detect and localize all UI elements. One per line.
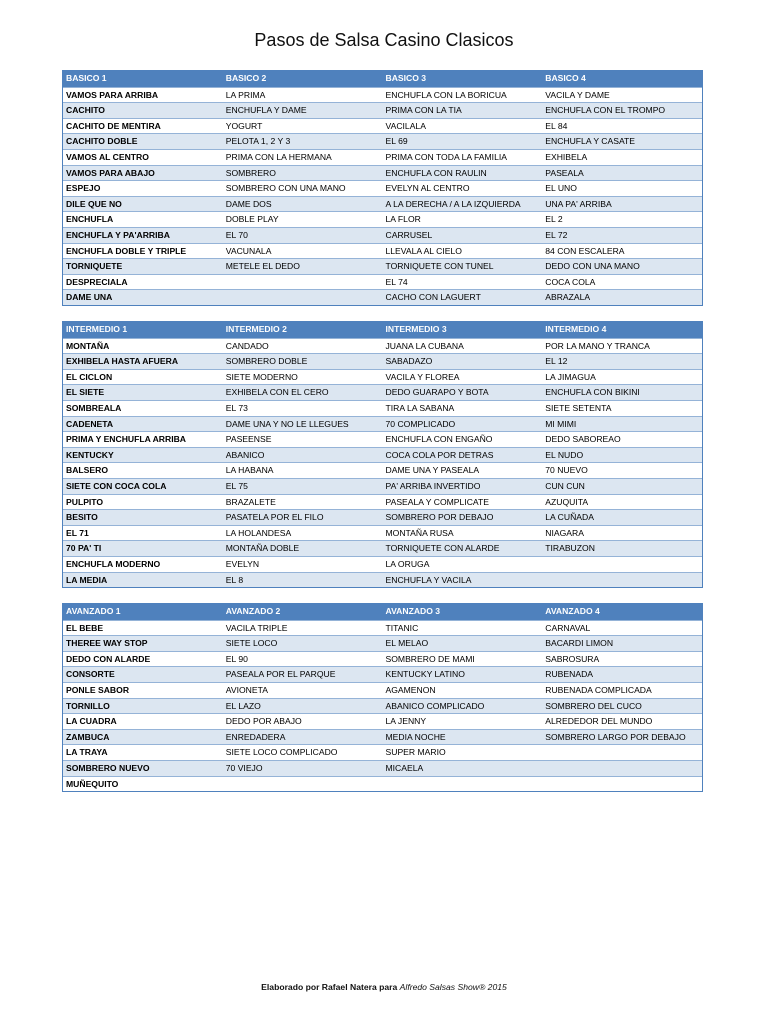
- column-header: BASICO 3: [385, 73, 427, 83]
- table-cell: RUBENADA: [545, 669, 594, 680]
- table-row: [63, 227, 702, 243]
- table-cell: TORNILLO: [66, 700, 110, 711]
- table-row: [63, 369, 702, 385]
- table-cell: DAME UNA: [66, 292, 113, 303]
- table-cell: PRIMA Y ENCHUFLA ARRIBA: [66, 434, 186, 445]
- table-cell: [223, 777, 383, 792]
- table-row: [63, 698, 702, 714]
- table-cell: [542, 745, 702, 760]
- table-cell: EL 72: [545, 229, 568, 240]
- table-cell: EL BEBE: [66, 622, 104, 633]
- table-cell: ENCHUFLA CON LA BORICUA: [385, 89, 507, 100]
- table-cell: SABADAZO: [385, 356, 433, 367]
- table-row: [63, 651, 702, 667]
- table-cell: SUPER MARIO: [385, 747, 446, 758]
- table-cell: CARNAVAL: [545, 622, 591, 633]
- table-cell: ENCHUFLA Y DAME: [225, 105, 307, 116]
- table-cell: TORNIQUETE: [66, 261, 123, 272]
- table-cell: EL 84: [545, 120, 568, 131]
- table-body: [63, 338, 702, 588]
- table-cell: DEDO POR ABAJO: [225, 716, 302, 727]
- avanzado-table: [62, 603, 703, 792]
- table-cell: [223, 290, 383, 305]
- table-cell: MEDIA NOCHE: [385, 731, 446, 742]
- table-row: [63, 729, 702, 745]
- table-cell: MONTAÑA DOBLE: [225, 543, 300, 554]
- table-cell: EXHIBELA CON EL CERO: [225, 387, 329, 398]
- table-row: [63, 87, 702, 103]
- intermedio-table: [62, 321, 703, 588]
- table-cell: SIETE SETENTA: [545, 402, 612, 413]
- table-row: [63, 243, 702, 259]
- table-cell: KENTUCKY: [66, 449, 114, 460]
- table-cell: VACILA Y DAME: [545, 89, 610, 100]
- table-cell: POR LA MANO Y TRANCA: [545, 340, 650, 351]
- table-cell: 70 NUEVO: [545, 465, 588, 476]
- table-cell: DAME UNA Y NO LE LLEGUES: [225, 418, 349, 429]
- table-cell: MONTAÑA RUSA: [385, 527, 454, 538]
- table-cell: ESPEJO: [66, 183, 101, 194]
- table-cell: MICAELA: [385, 762, 424, 773]
- table-cell: VAMOS PARA ARRIBA: [66, 89, 159, 100]
- table-row: [63, 102, 702, 118]
- table-row: [63, 713, 702, 729]
- column-header: AVANZADO 1: [66, 606, 121, 616]
- table-cell: PASATELA POR EL FILO: [225, 512, 324, 523]
- table-cell: BACARDI LIMON: [545, 638, 614, 649]
- table-cell: BESITO: [66, 512, 98, 523]
- table-cell: ALREDEDOR DEL MUNDO: [545, 716, 653, 727]
- table-cell: VAMOS AL CENTRO: [66, 151, 149, 162]
- table-cell: MUÑEQUITO: [66, 778, 119, 789]
- table-row: [63, 462, 702, 478]
- column-header: BASICO 4: [545, 73, 586, 83]
- table-cell: ENCHUFLA: [66, 214, 114, 225]
- table-cell: 70 VIEJO: [225, 762, 263, 773]
- table-cell: CANDADO: [225, 340, 269, 351]
- table-cell: THEREE WAY STOP: [66, 638, 148, 649]
- table-cell: EL LAZO: [225, 700, 261, 711]
- table-row: [63, 400, 702, 416]
- table-cell: EL MELAO: [385, 638, 429, 649]
- table-cell: LA TRAYA: [66, 747, 108, 758]
- column-header: AVANZADO 3: [385, 606, 441, 616]
- table-cell: EL 90: [225, 653, 248, 664]
- table-row: [63, 666, 702, 682]
- table-row: [63, 620, 702, 636]
- table-row: [63, 196, 702, 212]
- table-cell: LA CUADRA: [66, 716, 117, 727]
- table-row: [63, 478, 702, 494]
- table-row: [63, 165, 702, 181]
- table-cell: ENCHUFLA Y CASATE: [545, 136, 636, 147]
- table-cell: LA ORUGA: [385, 558, 430, 569]
- table-cell: KENTUCKY LATINO: [385, 669, 465, 680]
- table-cell: SOMBRERO CON UNA MANO: [225, 183, 346, 194]
- table-cell: SOMBRERO: [225, 167, 276, 178]
- table-cell: ABANICO COMPLICADO: [385, 700, 485, 711]
- table-row: [63, 180, 702, 196]
- table-cell: [542, 777, 702, 792]
- table-cell: CACHITO: [66, 105, 105, 116]
- table-cell: METELE EL DEDO: [225, 261, 300, 272]
- table-header-row: [63, 322, 702, 338]
- table-cell: MI MIMI: [545, 418, 577, 429]
- table-cell: BALSERO: [66, 465, 109, 476]
- table-cell: 70 PA' TI: [66, 543, 102, 554]
- table-row: [63, 118, 702, 134]
- table-cell: SIETE LOCO COMPLICADO: [225, 747, 338, 758]
- table-cell: PA' ARRIBA INVERTIDO: [385, 480, 481, 491]
- table-cell: SOMBRERO NUEVO: [66, 762, 150, 773]
- table-row: [63, 635, 702, 651]
- column-header: INTERMEDIO 2: [225, 324, 287, 334]
- table-cell: DILE QUE NO: [66, 198, 122, 209]
- table-cell: LA CUÑADA: [545, 512, 594, 523]
- table-cell: [542, 761, 702, 776]
- table-cell: CARRUSEL: [385, 229, 433, 240]
- table-cell: ENREDADERA: [225, 731, 286, 742]
- table-cell: PRIMA CON LA HERMANA: [225, 151, 332, 162]
- table-row: [63, 149, 702, 165]
- table-cell: A LA DERECHA / A LA IZQUIERDA: [385, 198, 521, 209]
- table-row: [63, 338, 702, 354]
- table-cell: UNA PA' ARRIBA: [545, 198, 612, 209]
- table-cell: COCA COLA POR DETRAS: [385, 449, 494, 460]
- table-cell: CACHITO DOBLE: [66, 136, 138, 147]
- table-cell: SIETE CON COCA COLA: [66, 480, 167, 491]
- table-cell: LA JENNY: [385, 716, 427, 727]
- table-row: [63, 447, 702, 463]
- table-row: [63, 540, 702, 556]
- table-cell: BRAZALETE: [225, 496, 276, 507]
- table-cell: EL 74: [385, 276, 408, 287]
- footer: [0, 982, 768, 992]
- table-cell: ENCHUFLA CON BIKINI: [545, 387, 640, 398]
- table-cell: EVELYN: [225, 558, 260, 569]
- table-cell: ENCHUFLA Y PA'ARRIBA: [66, 229, 170, 240]
- table-cell: ABRAZALA: [545, 292, 591, 303]
- table-cell: SABROSURA: [545, 653, 600, 664]
- table-row: [63, 211, 702, 227]
- table-cell: EVELYN AL CENTRO: [385, 183, 470, 194]
- table-cell: EL 73: [225, 402, 248, 413]
- table-cell: LA JIMAGUA: [545, 371, 596, 382]
- page-title: Pasos de Salsa Casino Clasicos: [254, 30, 514, 50]
- table-cell: ENCHUFLA CON RAULIN: [385, 167, 487, 178]
- table-cell: PONLE SABOR: [66, 684, 130, 695]
- table-cell: SOMBRERO DOBLE: [225, 356, 308, 367]
- table-cell: PASEALA: [545, 167, 584, 178]
- column-header: INTERMEDIO 1: [66, 324, 128, 334]
- table-cell: MONTAÑA: [66, 340, 110, 351]
- table-cell: VACILALA: [385, 120, 426, 131]
- table-header-row: [63, 71, 702, 87]
- table-cell: TIRABUZON: [545, 543, 595, 554]
- table-cell: EXHIBELA: [545, 151, 588, 162]
- table-cell: NIAGARA: [545, 527, 584, 538]
- table-cell: PRIMA CON TODA LA FAMILIA: [385, 151, 507, 162]
- table-row: [63, 353, 702, 369]
- table-row: [63, 776, 702, 792]
- table-cell: SOMBRERO LARGO POR DEBAJO: [545, 731, 686, 742]
- table-cell: AZUQUITA: [545, 496, 589, 507]
- table-cell: VACILA Y FLOREA: [385, 371, 460, 382]
- table-cell: ABANICO: [225, 449, 265, 460]
- table-cell: EL 75: [225, 480, 248, 491]
- table-cell: DESPRECIALA: [66, 276, 128, 287]
- table-cell: CADENETA: [66, 418, 114, 429]
- table-cell: ENCHUFLA DOBLE Y TRIPLE: [66, 245, 187, 256]
- basico-table: [62, 70, 703, 306]
- table-cell: LA MEDIA: [66, 574, 108, 585]
- table-cell: SOMBRERO POR DEBAJO: [385, 512, 494, 523]
- table-cell: CUN CUN: [545, 480, 585, 491]
- table-row: [63, 494, 702, 510]
- table-row: [63, 760, 702, 776]
- table-cell: EL CICLON: [66, 371, 113, 382]
- table-cell: CACHITO DE MENTIRA: [66, 120, 161, 131]
- table-cell: DOBLE PLAY: [225, 214, 279, 225]
- table-cell: ENCHUFLA CON ENGAÑO: [385, 434, 493, 445]
- table-cell: PASEALA Y COMPLICATE: [385, 496, 489, 507]
- table-cell: DAME DOS: [225, 198, 272, 209]
- column-header: AVANZADO 4: [545, 606, 600, 616]
- table-cell: EL 2: [545, 214, 563, 225]
- column-header: INTERMEDIO 4: [545, 324, 607, 334]
- table-cell: CONSORTE: [66, 669, 115, 680]
- table-row: [63, 525, 702, 541]
- table-cell: SOMBRERO DE MAMI: [385, 653, 475, 664]
- table-cell: SOMBRERO DEL CUCO: [545, 700, 642, 711]
- table-cell: TITANIC: [385, 622, 419, 633]
- table-cell: [223, 275, 383, 290]
- table-row: [63, 384, 702, 400]
- table-cell: JUANA LA CUBANA: [385, 340, 464, 351]
- table-cell: CACHO CON LAGUERT: [385, 292, 481, 303]
- table-cell: EL SIETE: [66, 387, 105, 398]
- table-cell: DEDO CON UNA MANO: [545, 261, 640, 272]
- table-row: [63, 556, 702, 572]
- column-header: INTERMEDIO 3: [385, 324, 447, 334]
- table-row: [63, 274, 702, 290]
- table-cell: LA FLOR: [385, 214, 421, 225]
- table-cell: TORNIQUETE CON ALARDE: [385, 543, 500, 554]
- table-cell: EL 8: [225, 574, 244, 585]
- table-header-row: [63, 604, 702, 620]
- table-cell: DEDO SABOREAO: [545, 434, 621, 445]
- table-cell: YOGURT: [225, 120, 263, 131]
- column-header: AVANZADO 2: [225, 606, 281, 616]
- table-cell: PASEENSE: [225, 434, 272, 445]
- table-cell: EL 70: [225, 229, 248, 240]
- table-cell: LA HABANA: [225, 465, 274, 476]
- table-cell: [542, 557, 702, 572]
- table-row: [63, 289, 702, 305]
- table-cell: PASEALA POR EL PARQUE: [225, 669, 336, 680]
- table-cell: DAME UNA Y PASEALA: [385, 465, 480, 476]
- footer-credit: Elaborado por Rafael Natera para: [261, 982, 400, 992]
- table-cell: LA PRIMA: [225, 89, 266, 100]
- table-cell: ENCHUFLA MODERNO: [66, 558, 161, 569]
- table-row: [63, 744, 702, 760]
- table-cell: PULPITO: [66, 496, 104, 507]
- table-row: [63, 416, 702, 432]
- column-header: BASICO 1: [66, 73, 107, 83]
- table-cell: SIETE MODERNO: [225, 371, 298, 382]
- table-cell: [383, 777, 543, 792]
- table-cell: 70 COMPLICADO: [385, 418, 456, 429]
- table-cell: AVIONETA: [225, 684, 268, 695]
- table-row: [63, 133, 702, 149]
- table-cell: DEDO GUARAPO Y BOTA: [385, 387, 489, 398]
- table-cell: RUBENADA COMPLICADA: [545, 684, 652, 695]
- table-cell: ENCHUFLA CON EL TROMPO: [545, 105, 666, 116]
- table-row: [63, 258, 702, 274]
- table-cell: PRIMA CON LA TIA: [385, 105, 462, 116]
- table-cell: VAMOS PARA ABAJO: [66, 167, 155, 178]
- table-cell: EXHIBELA HASTA AFUERA: [66, 356, 179, 367]
- table-cell: LLEVALA AL CIELO: [385, 245, 462, 256]
- table-cell: SOMBREALA: [66, 402, 122, 413]
- table-cell: COCA COLA: [545, 276, 596, 287]
- table-cell: TORNIQUETE CON TUNEL: [385, 261, 494, 272]
- table-cell: LA HOLANDESA: [225, 527, 292, 538]
- table-cell: EL UNO: [545, 183, 577, 194]
- table-body: [63, 620, 702, 792]
- table-cell: TIRA LA SABANA: [385, 402, 455, 413]
- table-cell: [542, 573, 702, 588]
- table-row: [63, 682, 702, 698]
- table-cell: 84 CON ESCALERA: [545, 245, 625, 256]
- table-cell: VACUNALA: [225, 245, 272, 256]
- table-cell: EL 12: [545, 356, 568, 367]
- table-cell: SIETE LOCO: [225, 638, 278, 649]
- footer-brand: Alfredo Salsas Show® 2015: [399, 982, 507, 992]
- table-body: [63, 87, 702, 305]
- table-cell: VACILA TRIPLE: [225, 622, 288, 633]
- table-cell: DEDO CON ALARDE: [66, 653, 151, 664]
- table-cell: EL 69: [385, 136, 408, 147]
- table-cell: PELOTA 1, 2 Y 3: [225, 136, 291, 147]
- table-cell: ZAMBUCA: [66, 731, 110, 742]
- table-row: [63, 509, 702, 525]
- table-cell: EL 71: [66, 527, 89, 538]
- column-header: BASICO 2: [225, 73, 267, 83]
- table-cell: ENCHUFLA Y VACILA: [385, 574, 472, 585]
- table-row: [63, 572, 702, 588]
- table-row: [63, 431, 702, 447]
- table-cell: AGAMENON: [385, 684, 436, 695]
- table-cell: EL NUDO: [545, 449, 584, 460]
